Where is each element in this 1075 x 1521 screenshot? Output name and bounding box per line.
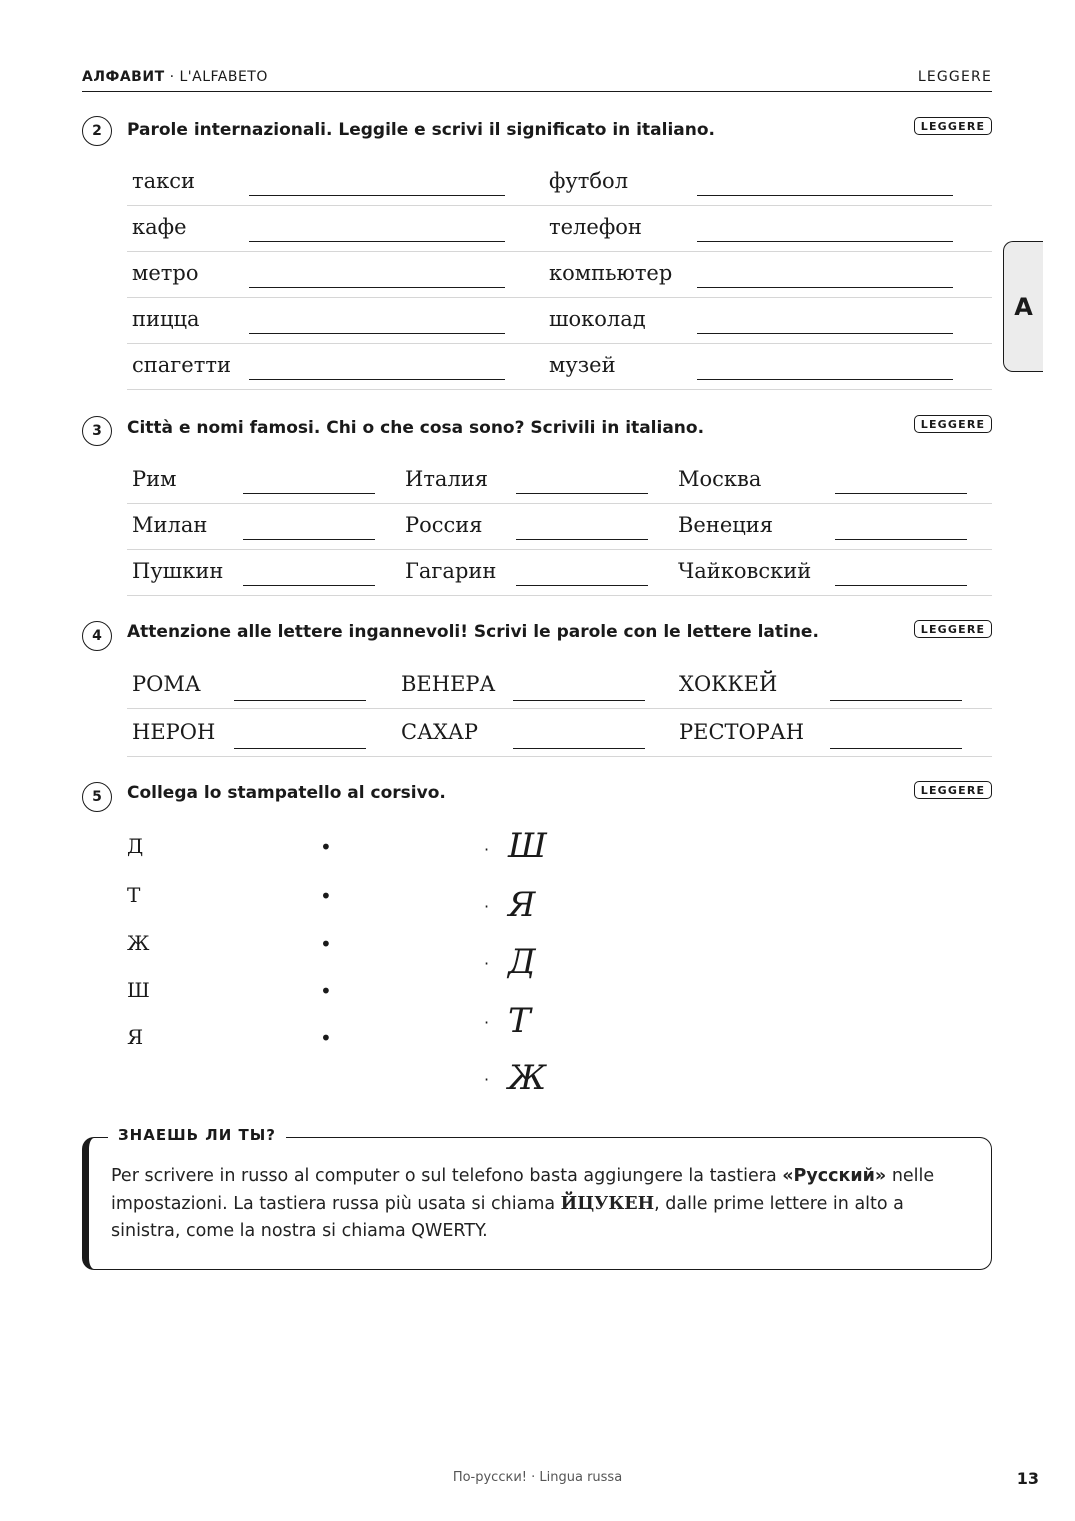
page-number: 13	[1016, 1469, 1039, 1488]
cursive-letter: Я	[508, 885, 536, 925]
answer-blank[interactable]	[249, 333, 505, 334]
match-dot[interactable]: ·	[484, 1013, 490, 1032]
print-letter: Ж	[127, 931, 150, 955]
answer-blank[interactable]	[835, 493, 967, 494]
match-dot[interactable]: ·	[484, 840, 490, 859]
table-row	[127, 550, 992, 596]
info-text-part: nelle impostazioni. La tastiera russa più usata si chiama	[111, 1166, 935, 1214]
answer-blank[interactable]	[697, 379, 953, 380]
skill-badge-3: LEGGERE	[914, 415, 992, 433]
match-dot[interactable]: •	[320, 1026, 332, 1050]
match-dot[interactable]: ·	[484, 954, 490, 973]
info-box-text	[111, 1163, 971, 1246]
word-cell: метро	[132, 261, 199, 285]
word-cell: Гагарин	[405, 559, 497, 583]
answer-blank[interactable]	[516, 539, 648, 540]
exercise-number-5: 5	[82, 782, 112, 812]
answer-blank[interactable]	[697, 241, 953, 242]
print-letter: Д	[127, 834, 144, 858]
info-text-part: , dalle prime lettere in alto a sinistra, come la nostra si chiama QWERTY.	[111, 1193, 904, 1241]
answer-blank[interactable]	[243, 585, 375, 586]
word-cell: САХАР	[401, 720, 478, 744]
subsection-title: L'ALFABETO	[179, 69, 268, 85]
answer-blank[interactable]	[249, 287, 505, 288]
print-letter: Ш	[127, 978, 150, 1002]
exercise-number-4: 4	[82, 621, 112, 651]
cursive-letter: Д	[508, 942, 536, 982]
word-cell: Пушкин	[132, 559, 224, 583]
word-cell: Италия	[405, 467, 489, 491]
match-dot[interactable]: ·	[484, 1070, 490, 1089]
info-text-part: Per scrivere in russo al computer o sul telefono basta aggiungere la tastiera	[111, 1166, 783, 1186]
word-cell: ХОККЕЙ	[679, 672, 778, 696]
table-row	[127, 298, 992, 344]
running-header-left	[82, 69, 268, 85]
answer-blank[interactable]	[249, 379, 505, 380]
answer-blank[interactable]	[516, 585, 648, 586]
match-dot[interactable]: •	[320, 884, 332, 908]
table-row	[127, 252, 992, 298]
chapter-tab	[1003, 241, 1043, 372]
table-row	[127, 709, 992, 757]
skill-badge-5: LEGGERE	[914, 781, 992, 799]
table-row	[127, 206, 992, 252]
header-separator: ·	[164, 69, 180, 85]
word-cell: кафе	[132, 215, 187, 239]
layout-name: ЙЦУКЕН	[560, 1193, 655, 1214]
cursive-letter: Ж	[508, 1058, 547, 1098]
chapter-tab-letter: A	[1014, 292, 1033, 321]
exercise-title-4: Attenzione alle lettere ingannevoli! Scrivi le parole con le lettere latine.	[127, 622, 819, 642]
exercise-number-2: 2	[82, 116, 112, 146]
table-row	[127, 504, 992, 550]
exercise-title-5: Collega lo stampatello al corsivo.	[127, 783, 446, 803]
word-cell: Венеция	[678, 513, 774, 537]
table-row	[127, 344, 992, 390]
answer-blank[interactable]	[835, 539, 967, 540]
answer-blank[interactable]	[516, 493, 648, 494]
answer-blank[interactable]	[243, 493, 375, 494]
word-cell: РЕСТОРАН	[679, 720, 805, 744]
footer-book-title: По-русски! · Lingua russa	[452, 1470, 623, 1485]
cursive-letter: Ш	[508, 826, 547, 866]
word-cell: Россия	[405, 513, 483, 537]
word-cell: Чайковский	[678, 559, 812, 583]
print-letter: Я	[127, 1025, 144, 1049]
table-row	[127, 160, 992, 206]
running-header-skill: LEGGERE	[917, 69, 992, 85]
answer-blank[interactable]	[234, 748, 366, 749]
word-cell: такси	[132, 169, 196, 193]
word-cell: Милан	[132, 513, 208, 537]
answer-blank[interactable]	[830, 748, 962, 749]
match-dot[interactable]: •	[320, 932, 332, 956]
word-cell: музей	[549, 353, 616, 377]
print-letter: Т	[127, 883, 141, 907]
skill-badge-4: LEGGERE	[914, 620, 992, 638]
cursive-letter: Т	[508, 1001, 531, 1041]
word-cell: шоколад	[549, 307, 646, 331]
answer-blank[interactable]	[249, 241, 505, 242]
match-dot[interactable]: •	[320, 979, 332, 1003]
exercise-title-3: Città e nomi famosi. Chi o che cosa sono? Scrivili in italiano.	[127, 418, 705, 438]
header-rule	[82, 91, 992, 92]
keyboard-name: «Русский»	[782, 1166, 887, 1186]
word-cell: футбол	[549, 169, 629, 193]
answer-blank[interactable]	[697, 287, 953, 288]
skill-badge-2: LEGGERE	[914, 117, 992, 135]
section-title: АЛФАВИТ	[82, 69, 165, 85]
info-box-title: ЗНАЕШЬ ЛИ ТЫ?	[108, 1126, 286, 1144]
word-cell: Рим	[132, 467, 177, 491]
answer-blank[interactable]	[249, 195, 505, 196]
word-cell: НЕРОН	[132, 720, 216, 744]
word-cell: спагетти	[132, 353, 231, 377]
answer-blank[interactable]	[697, 195, 953, 196]
match-dot[interactable]: •	[320, 835, 332, 859]
word-cell: РОМА	[132, 672, 201, 696]
table-row	[127, 662, 992, 709]
word-cell: пицца	[132, 307, 200, 331]
word-cell: Москва	[678, 467, 762, 491]
word-cell: телефон	[549, 215, 642, 239]
answer-blank[interactable]	[513, 700, 645, 701]
answer-blank[interactable]	[830, 700, 962, 701]
answer-blank[interactable]	[697, 333, 953, 334]
answer-blank[interactable]	[243, 539, 375, 540]
exercise-title-2: Parole internazionali. Leggile e scrivi il significato in italiano.	[127, 120, 715, 140]
answer-blank[interactable]	[234, 700, 366, 701]
word-cell: ВЕНЕРА	[401, 672, 496, 696]
answer-blank[interactable]	[513, 748, 645, 749]
match-dot[interactable]: ·	[484, 897, 490, 916]
table-row	[127, 458, 992, 504]
exercise-number-3: 3	[82, 416, 112, 446]
answer-blank[interactable]	[835, 585, 967, 586]
word-cell: компьютер	[549, 261, 673, 285]
